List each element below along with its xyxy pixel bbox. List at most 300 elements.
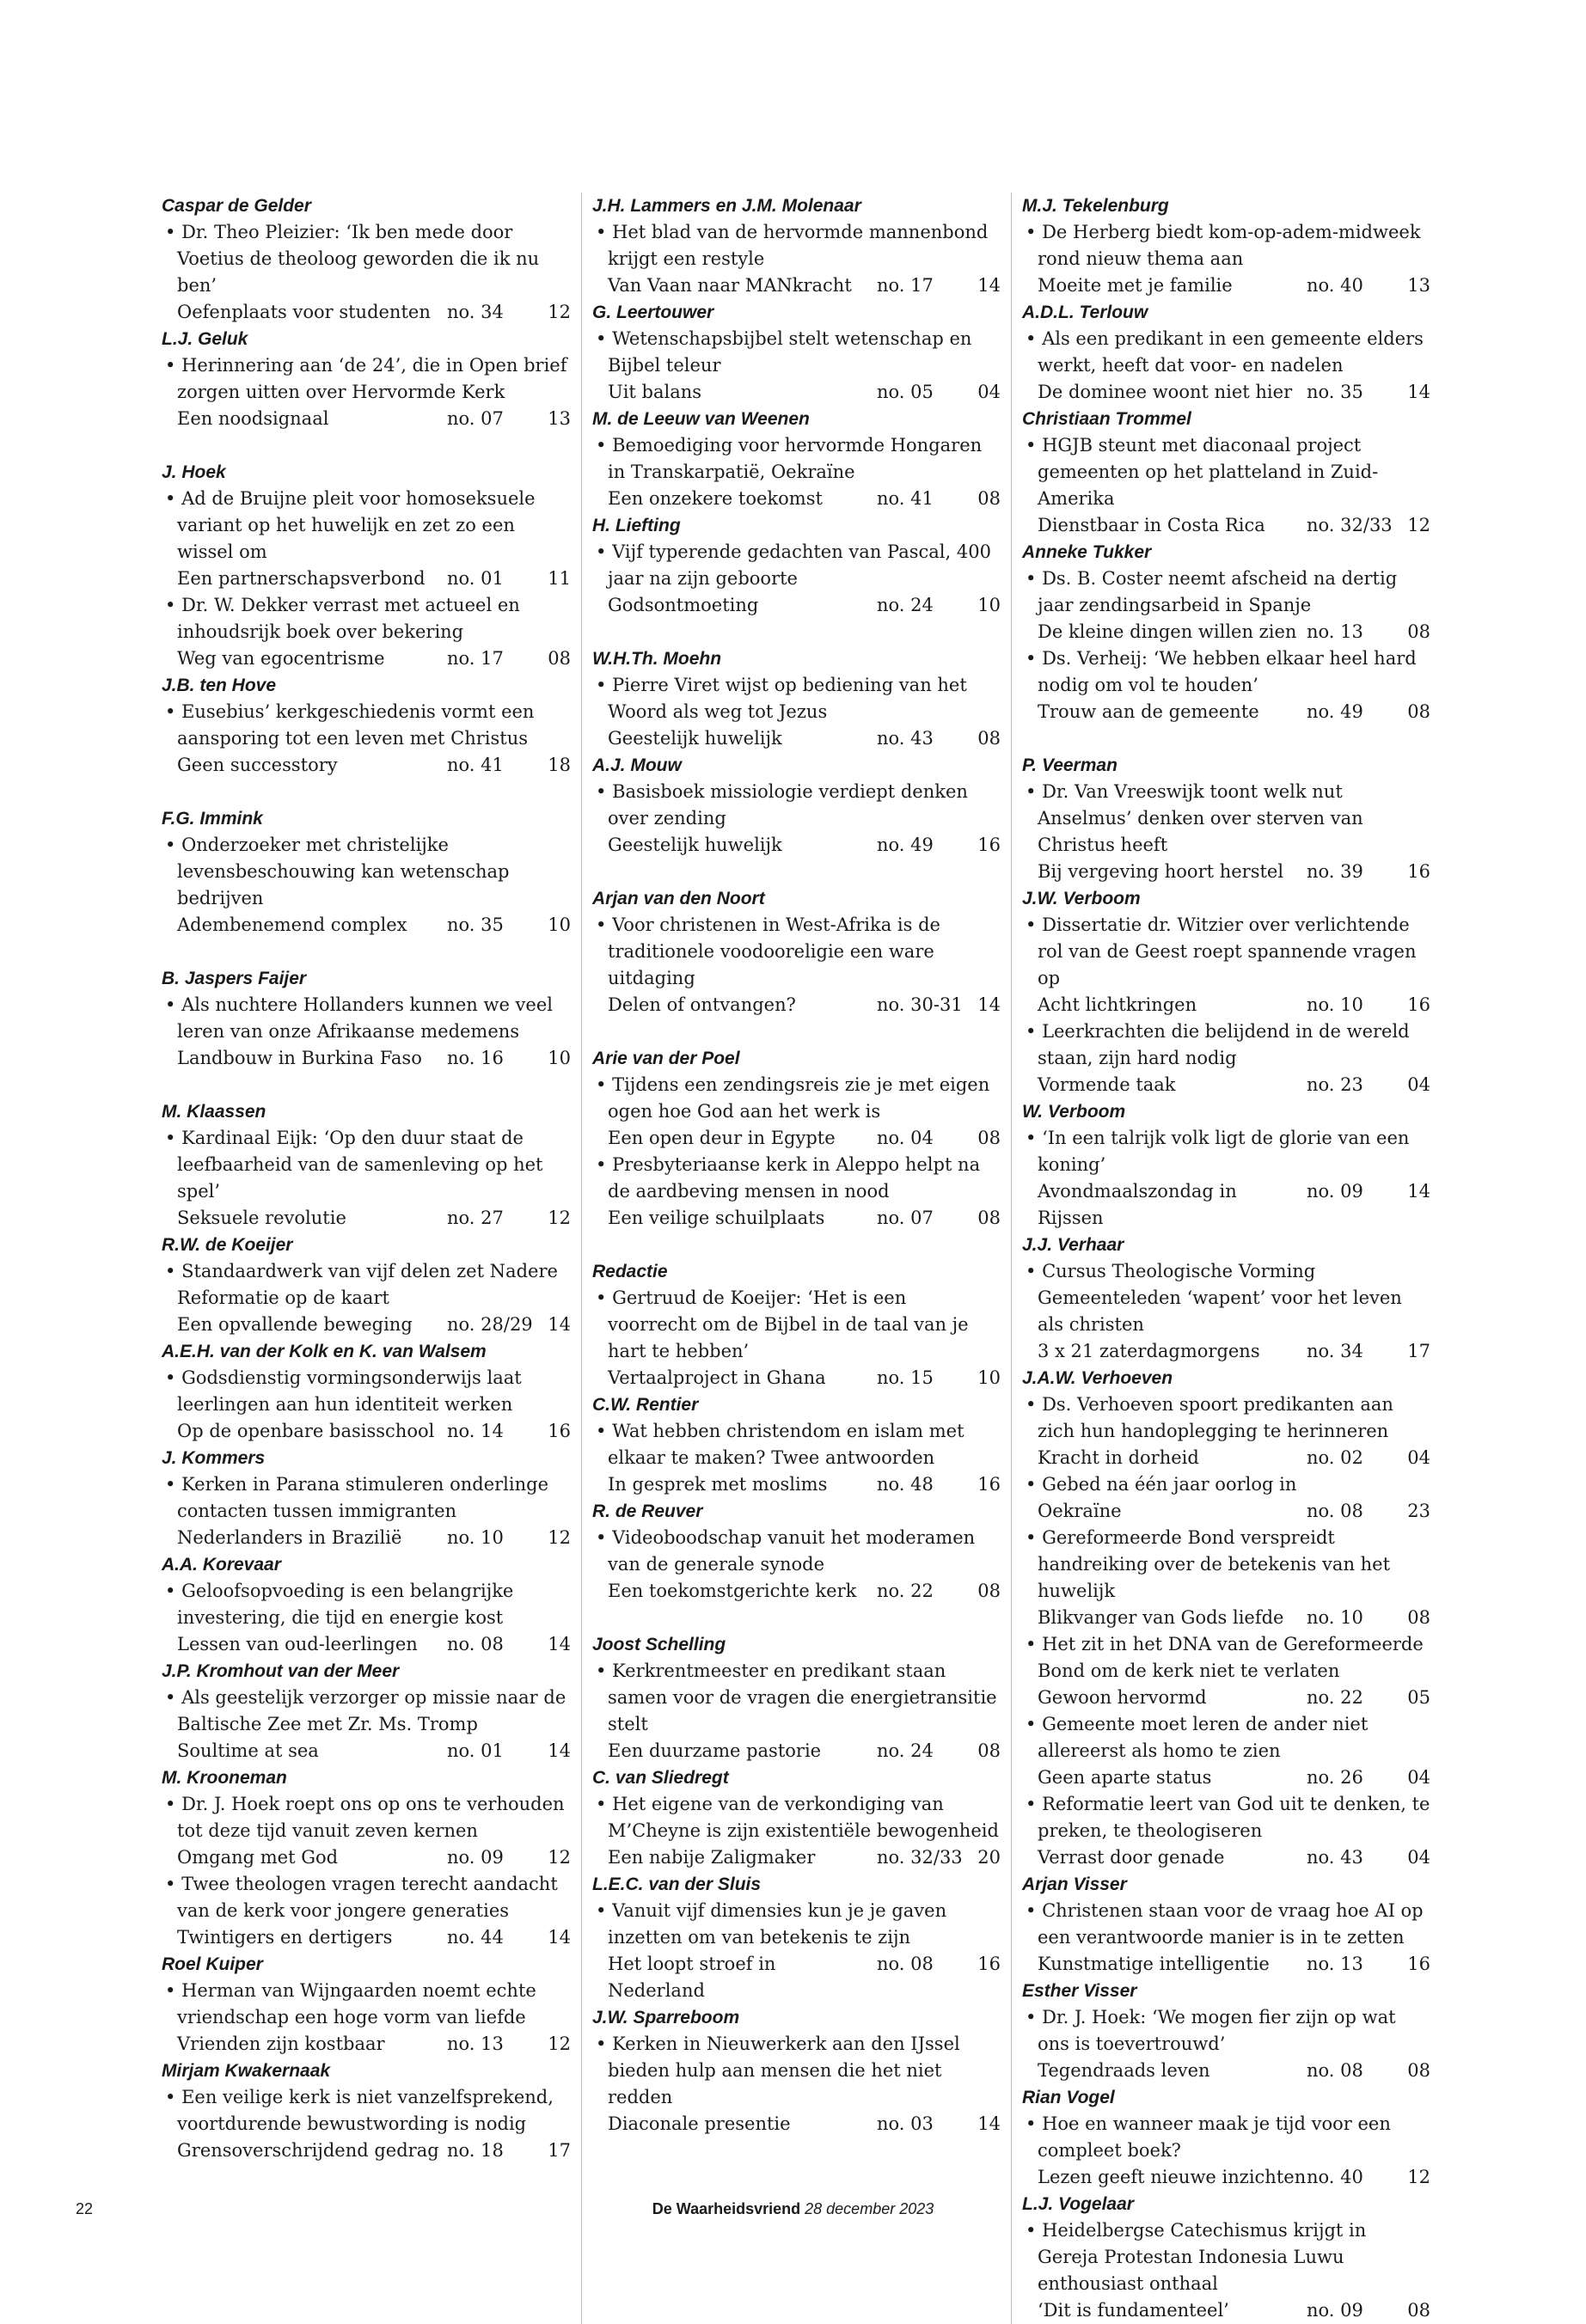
issue-number: no. 13 bbox=[1307, 1954, 1363, 1974]
article-reference bbox=[1022, 859, 1430, 885]
issue-number: no. 10 bbox=[1307, 994, 1363, 1015]
page-ref: 08 bbox=[977, 1128, 1001, 1148]
article-entry bbox=[1022, 2111, 1430, 2191]
article-reference bbox=[1022, 1178, 1430, 1232]
article-entry bbox=[1022, 912, 1430, 1018]
article-description: • Reformatie leert van God uit te denken, te preken, te theologiseren bbox=[1022, 1791, 1430, 1844]
page-number: 22 bbox=[76, 2200, 94, 2217]
article-title: Geen successtory bbox=[177, 755, 338, 775]
article-description: • Als nuchtere Hollanders kunnen we veel leren van onze Afrikaanse medemens bbox=[162, 992, 571, 1045]
article-entry bbox=[162, 1125, 571, 1232]
article-title: Godsontmoeting bbox=[608, 595, 759, 615]
article-reference bbox=[1022, 1764, 1430, 1791]
issue-number: no. 07 bbox=[877, 1208, 934, 1228]
issue-number: no. 30-31 bbox=[877, 994, 963, 1015]
issue-number: no. 43 bbox=[1307, 1847, 1363, 1868]
page-ref: 14 bbox=[548, 1634, 571, 1654]
article-entry bbox=[162, 2084, 571, 2164]
article-title: Soultime at sea bbox=[177, 1740, 319, 1761]
article-description: • Dissertatie dr. Witzier over verlichtende rol van de Geest roept spannende vragen op bbox=[1022, 912, 1430, 992]
article-entry bbox=[592, 219, 1001, 299]
page-ref: 16 bbox=[1407, 1954, 1430, 1974]
page-ref: 16 bbox=[977, 1474, 1001, 1495]
issue-number: no. 01 bbox=[447, 1740, 504, 1761]
article-entry bbox=[1022, 1471, 1430, 1525]
article-description: • Het zit in het DNA van de Gereformeerde Bond om de kerk niet te verlaten bbox=[1022, 1631, 1430, 1685]
author-name: C.W. Rentier bbox=[592, 1395, 699, 1415]
issue-number: no. 24 bbox=[877, 595, 934, 615]
author-name: J.B. ten Hove bbox=[162, 676, 277, 695]
article-reference bbox=[1022, 1844, 1430, 1871]
article-description: • Dr. J. Hoek: ‘We mogen fier zijn op wat ons is toevertrouwd’ bbox=[1022, 2004, 1430, 2058]
article-entry bbox=[162, 486, 571, 592]
author-name: Redactie bbox=[592, 1262, 668, 1281]
article-entry bbox=[592, 1658, 1001, 1764]
article-title: Een toekomstgerichte kerk bbox=[608, 1581, 857, 1601]
page-ref: 08 bbox=[977, 728, 1001, 749]
page-ref: 14 bbox=[977, 275, 1001, 296]
article-entry bbox=[1022, 1525, 1430, 1631]
article-description: • Wat hebben christendom en islam met elkaar te maken? Twee antwoorden bbox=[592, 1418, 1001, 1471]
article-entry bbox=[592, 1791, 1001, 1871]
article-entry bbox=[1022, 1631, 1430, 1711]
article-reference bbox=[1022, 379, 1430, 406]
article-reference bbox=[1022, 2164, 1430, 2191]
article-reference bbox=[162, 2031, 571, 2058]
article-entry bbox=[162, 1365, 571, 1445]
author-name: L.E.C. van der Sluis bbox=[592, 1874, 762, 1894]
article-description: • Kerken in Nieuwerkerk aan den IJssel bieden hulp aan mensen die het niet redden bbox=[592, 2031, 1001, 2111]
article-reference bbox=[1022, 1445, 1430, 1471]
issue-number: no. 40 bbox=[1307, 275, 1363, 296]
article-reference bbox=[1022, 1072, 1430, 1098]
article-description: • Gemeente moet leren de ander niet allereerst als homo te zien bbox=[1022, 1711, 1430, 1764]
article-reference bbox=[162, 912, 571, 939]
author-name: J. Hoek bbox=[162, 462, 226, 482]
article-reference bbox=[1022, 512, 1430, 539]
article-reference bbox=[1022, 1498, 1430, 1525]
article-description: • Standaardwerk van vijf delen zet Nadere Reformatie op de kaart bbox=[162, 1258, 571, 1312]
page-ref: 16 bbox=[977, 1954, 1001, 1974]
article-title: Bij vergeving hoort herstel bbox=[1038, 861, 1284, 882]
article-entry bbox=[162, 1791, 571, 1871]
author-name: M. Krooneman bbox=[162, 1768, 287, 1788]
article-title: Een open deur in Egypte bbox=[608, 1128, 836, 1148]
article-entry bbox=[1022, 779, 1430, 885]
page-ref: 10 bbox=[548, 914, 571, 935]
article-description: • Een veilige kerk is niet vanzelfsprekend, voortdurende bewustwording is nodig bbox=[162, 2084, 571, 2137]
author-name: Mirjam Kwakernaak bbox=[162, 2061, 331, 2081]
author-name: Arjan Visser bbox=[1022, 1874, 1127, 1894]
issue-number: no. 32/33 bbox=[877, 1847, 963, 1868]
page-ref: 05 bbox=[1407, 1687, 1430, 1708]
article-reference bbox=[162, 1045, 571, 1072]
article-description: • Kardinaal Eijk: ‘Op den duur staat de leefbaarheid van de samenleving op het spel’ bbox=[162, 1125, 571, 1205]
author-name: C. van Sliedregt bbox=[592, 1768, 729, 1788]
page-ref: 04 bbox=[1407, 1447, 1430, 1468]
article-reference bbox=[162, 1844, 571, 1871]
issue-number: no. 07 bbox=[447, 408, 504, 429]
page-ref: 13 bbox=[1407, 275, 1430, 296]
issue-number: no. 48 bbox=[877, 1474, 934, 1495]
article-reference bbox=[592, 725, 1001, 752]
issue-number: no. 09 bbox=[1307, 2300, 1363, 2321]
publication-line bbox=[76, 2200, 1510, 2218]
article-reference bbox=[1022, 992, 1430, 1018]
article-entry bbox=[592, 1418, 1001, 1498]
issue-number: no. 44 bbox=[447, 1927, 504, 1948]
article-title: Twintigers en dertigers bbox=[177, 1927, 393, 1948]
author-name: Christiaan Trommel bbox=[1022, 409, 1191, 429]
article-description: • Twee theologen vragen terecht aandacht van de kerk voor jongere generaties bbox=[162, 1871, 571, 1924]
page-ref: 04 bbox=[977, 382, 1001, 402]
article-entry bbox=[162, 592, 571, 672]
article-reference bbox=[1022, 619, 1430, 645]
article-entry bbox=[592, 2031, 1001, 2137]
issue-number: no. 22 bbox=[877, 1581, 934, 1601]
author-name: P. Veerman bbox=[1022, 755, 1118, 775]
issue-number: no. 08 bbox=[1307, 2060, 1363, 2081]
article-reference bbox=[592, 1125, 1001, 1152]
page-ref: 14 bbox=[548, 1314, 571, 1335]
article-description: • Onderzoeker met christelijke levensbeschouwing kan wetenschap bedrijven bbox=[162, 832, 571, 912]
article-reference bbox=[592, 486, 1001, 512]
article-reference bbox=[1022, 1951, 1430, 1978]
issue-number: no. 01 bbox=[447, 568, 504, 589]
article-description: • Ad de Bruijne pleit voor homoseksuele variant op het huwelijk en zet zo een wissel om bbox=[162, 486, 571, 566]
article-reference bbox=[162, 566, 571, 592]
article-title: Een veilige schuilplaats bbox=[608, 1208, 825, 1228]
page-ref: 08 bbox=[1407, 2060, 1430, 2081]
article-description: • Het blad van de hervormde mannenbond krijgt een restyle bbox=[592, 219, 1001, 272]
issue-number: no. 39 bbox=[1307, 861, 1363, 882]
article-description: • Hoe en wanneer maak je tijd voor een compleet boek? bbox=[1022, 2111, 1430, 2164]
issue-number: no. 35 bbox=[1307, 382, 1363, 402]
page-ref: 08 bbox=[977, 1208, 1001, 1228]
article-reference bbox=[162, 2137, 571, 2164]
author-name: A.A. Korevaar bbox=[162, 1555, 281, 1575]
article-description: • Dr. Theo Pleizier: ‘Ik ben mede door Voetius de theoloog geworden die ik nu ben’ bbox=[162, 219, 571, 299]
page-ref: 10 bbox=[977, 1367, 1001, 1388]
article-description: • HGJB steunt met diaconaal project gemeenten op het platteland in Zuid-Amerika bbox=[1022, 432, 1430, 512]
article-description: • Pierre Viret wijst op bediening van het Woord als weg tot Jezus bbox=[592, 672, 1001, 725]
article-description: • Dr. J. Hoek roept ons op ons te verhouden tot deze tijd vanuit zeven kernen bbox=[162, 1791, 571, 1844]
article-description: • Ds. B. Coster neemt afscheid na dertig jaar zendingsarbeid in Spanje bbox=[1022, 566, 1430, 619]
issue-number: no. 15 bbox=[877, 1367, 934, 1388]
article-entry bbox=[592, 1525, 1001, 1605]
article-reference bbox=[592, 1738, 1001, 1764]
article-entry bbox=[1022, 326, 1430, 406]
article-description: • Als geestelijk verzorger op missie naar de Baltische Zee met Zr. Ms. Tromp bbox=[162, 1685, 571, 1738]
author-name: H. Liefting bbox=[592, 516, 681, 535]
article-title: Een nabije Zaligmaker bbox=[608, 1847, 816, 1868]
author-name: Esther Visser bbox=[1022, 1981, 1137, 2001]
article-reference bbox=[592, 592, 1001, 619]
author-name: M. de Leeuw van Weenen bbox=[592, 409, 810, 429]
page-ref: 04 bbox=[1407, 1074, 1430, 1095]
article-description: • Gebed na één jaar oorlog in bbox=[1022, 1471, 1430, 1498]
article-reference bbox=[592, 1578, 1001, 1605]
article-entry bbox=[592, 1152, 1001, 1232]
issue-number: no. 13 bbox=[1307, 621, 1363, 642]
article-reference bbox=[1022, 1685, 1430, 1711]
article-description: • Kerkrentmeester en predikant staan samen voor de vragen die energietransitie stelt bbox=[592, 1658, 1001, 1738]
article-reference bbox=[1022, 699, 1430, 725]
article-entry bbox=[592, 432, 1001, 512]
article-reference bbox=[592, 992, 1001, 1018]
author-name: Arie van der Poel bbox=[592, 1049, 740, 1068]
article-entry bbox=[592, 326, 1001, 406]
article-description: • Leerkrachten die belijdend in de wereld staan, zijn hard nodig bbox=[1022, 1018, 1430, 1072]
article-title: Lessen van oud-leerlingen bbox=[177, 1634, 418, 1654]
article-entry bbox=[162, 1871, 571, 1951]
article-reference bbox=[162, 645, 571, 672]
article-title: 3 x 21 zaterdagmorgens bbox=[1038, 1341, 1260, 1361]
article-reference bbox=[1022, 1338, 1430, 1365]
page-ref: 08 bbox=[1407, 1607, 1430, 1628]
page-ref: 10 bbox=[977, 595, 1001, 615]
issue-number: no. 09 bbox=[447, 1847, 504, 1868]
article-entry bbox=[162, 352, 571, 432]
author-name: L.J. Geluk bbox=[162, 329, 248, 349]
issue-number: no. 23 bbox=[1307, 1074, 1363, 1095]
issue-number: no. 35 bbox=[447, 914, 504, 935]
page-ref: 12 bbox=[548, 1527, 571, 1548]
page-ref: 16 bbox=[548, 1421, 571, 1441]
article-title: Een noodsignaal bbox=[177, 408, 329, 429]
article-reference bbox=[1022, 1605, 1430, 1631]
article-reference bbox=[162, 752, 571, 779]
article-description: • Cursus Theologische Vorming Gemeenteleden ‘wapent’ voor het leven als christen bbox=[1022, 1258, 1430, 1338]
article-description: • Vijf typerende gedachten van Pascal, 400 jaar na zijn geboorte bbox=[592, 539, 1001, 592]
article-title: Een duurzame pastorie bbox=[608, 1740, 822, 1761]
article-reference bbox=[592, 1844, 1001, 1871]
article-title: In gesprek met moslims bbox=[608, 1474, 828, 1495]
article-title: Delen of ontvangen? bbox=[608, 994, 796, 1015]
page-ref: 13 bbox=[548, 408, 571, 429]
issue-number: no. 49 bbox=[1307, 701, 1363, 722]
article-title: Moeite met je familie bbox=[1038, 275, 1233, 296]
article-description: • Christenen staan voor de vraag hoe AI op een verantwoorde manier is in te zetten bbox=[1022, 1898, 1430, 1951]
article-title: Uit balans bbox=[608, 382, 702, 402]
article-entry bbox=[1022, 432, 1430, 539]
author-name: J.H. Lammers en J.M. Molenaar bbox=[592, 196, 861, 216]
issue-number: no. 08 bbox=[447, 1634, 504, 1654]
page-ref: 04 bbox=[1407, 1847, 1430, 1868]
article-entry bbox=[592, 539, 1001, 619]
article-description: • Als een predikant in een gemeente elders werkt, heeft dat voor- en nadelen bbox=[1022, 326, 1430, 379]
issue-number: no. 17 bbox=[447, 648, 504, 669]
author-name: W.H.Th. Moehn bbox=[592, 649, 722, 669]
column-1 bbox=[151, 193, 581, 2324]
article-entry bbox=[162, 1471, 571, 1551]
article-title: Diaconale presentie bbox=[608, 2113, 791, 2134]
page-ref: 16 bbox=[1407, 994, 1430, 1015]
article-description: • Herman van Wijngaarden noemt echte vriendschap een hoge vorm van liefde bbox=[162, 1978, 571, 2031]
article-entry bbox=[592, 912, 1001, 1018]
article-entry bbox=[1022, 1125, 1430, 1232]
article-title: Trouw aan de gemeente bbox=[1038, 701, 1259, 722]
article-reference bbox=[162, 1631, 571, 1658]
page-ref: 11 bbox=[548, 568, 571, 589]
article-title: Geestelijk huwelijk bbox=[608, 835, 782, 855]
article-entry bbox=[162, 699, 571, 779]
page-ref: 14 bbox=[1407, 382, 1430, 402]
page-ref: 17 bbox=[548, 2140, 571, 2161]
page-ref: 12 bbox=[548, 2034, 571, 2054]
article-title: Van Vaan naar MANkracht bbox=[608, 275, 852, 296]
page-ref: 14 bbox=[548, 1927, 571, 1948]
author-name: R. de Reuver bbox=[592, 1501, 703, 1521]
issue-number: no. 41 bbox=[447, 755, 504, 775]
page-ref: 14 bbox=[977, 994, 1001, 1015]
article-title: Kunstmatige intelligentie bbox=[1038, 1954, 1270, 1974]
article-reference bbox=[592, 379, 1001, 406]
article-description: • Ds. Verheij: ‘We hebben elkaar heel hard nodig om vol te houden’ bbox=[1022, 645, 1430, 699]
article-description: • Gereformeerde Bond verspreidt handreiking over de betekenis van het huwelijk bbox=[1022, 1525, 1430, 1605]
page-ref: 08 bbox=[1407, 701, 1430, 722]
issue-number: no. 08 bbox=[877, 1954, 934, 1974]
page-ref: 08 bbox=[977, 1581, 1001, 1601]
article-description: • Gertruud de Koeijer: ‘Het is een voorrecht om de Bijbel in de taal van je hart te hebben’ bbox=[592, 1285, 1001, 1365]
article-reference bbox=[162, 1738, 571, 1764]
page-ref: 10 bbox=[548, 1048, 571, 1068]
page-ref: 17 bbox=[1407, 1341, 1430, 1361]
article-title: Een partnerschapsverbond bbox=[177, 568, 426, 589]
article-description: • De Herberg biedt kom-op-adem-midweek rond nieuw thema aan bbox=[1022, 219, 1430, 272]
article-reference bbox=[592, 1471, 1001, 1498]
page-ref: 14 bbox=[1407, 1181, 1430, 1202]
article-title: Vormende taak bbox=[1038, 1074, 1176, 1095]
article-title: Een onzekere toekomst bbox=[608, 488, 823, 509]
issue-number: no. 34 bbox=[447, 302, 504, 322]
article-title: Geen aparte status bbox=[1038, 1767, 1212, 1788]
article-description: • Voor christenen in West-Afrika is de traditionele voodooreligie een ware uitdaging bbox=[592, 912, 1001, 992]
article-description: • Heidelbergse Catechismus krijgt in Gereja Protestan Indonesia Luwu enthousiast onthaal bbox=[1022, 2217, 1430, 2297]
article-entry bbox=[162, 219, 571, 326]
issue-number: no. 04 bbox=[877, 1128, 934, 1148]
page-ref: 12 bbox=[548, 302, 571, 322]
issue-number: no. 05 bbox=[877, 382, 934, 402]
author-name: Roel Kuiper bbox=[162, 1954, 263, 1974]
author-name: J.P. Kromhout van der Meer bbox=[162, 1661, 400, 1681]
author-name: J.J. Verhaar bbox=[1022, 1235, 1124, 1255]
article-entry bbox=[1022, 1711, 1430, 1791]
article-entry bbox=[592, 1898, 1001, 2004]
article-entry bbox=[1022, 2217, 1430, 2324]
author-name: W. Verboom bbox=[1022, 1102, 1126, 1122]
page-ref: 20 bbox=[977, 1847, 1001, 1868]
author-name: Rian Vogel bbox=[1022, 2088, 1115, 2107]
page-ref: 12 bbox=[548, 1208, 571, 1228]
issue-number: no. 40 bbox=[1307, 2167, 1363, 2187]
article-title: Geestelijk huwelijk bbox=[608, 728, 782, 749]
article-title: Acht lichtkringen bbox=[1038, 994, 1197, 1015]
article-title: Oefenplaats voor studenten bbox=[177, 302, 431, 322]
article-reference bbox=[1022, 272, 1430, 299]
page-ref: 12 bbox=[1407, 2167, 1430, 2187]
issue-number: no. 34 bbox=[1307, 1341, 1363, 1361]
article-description: • Dr. W. Dekker verrast met actueel en inhoudsrijk boek over bekering bbox=[162, 592, 571, 645]
publication-name: De Waarheidsvriend bbox=[652, 2200, 801, 2217]
index-columns bbox=[151, 193, 1441, 2324]
article-reference bbox=[162, 1924, 571, 1951]
article-reference bbox=[162, 1525, 571, 1551]
article-title: Verrast door genade bbox=[1038, 1847, 1225, 1868]
publication-date: 28 december 2023 bbox=[805, 2200, 934, 2217]
article-title: Dienstbaar in Costa Rica bbox=[1038, 515, 1265, 535]
issue-number: no. 14 bbox=[447, 1421, 504, 1441]
issue-number: no. 10 bbox=[447, 1527, 504, 1548]
issue-number: no. 49 bbox=[877, 835, 934, 855]
article-description: • Dr. Van Vreeswijk toont welk nut Anselmus’ denken over sterven van Christus heeft bbox=[1022, 779, 1430, 859]
article-description: • Videoboodschap vanuit het moderamen van de generale synode bbox=[592, 1525, 1001, 1578]
article-reference bbox=[1022, 2058, 1430, 2084]
article-description: • ‘In een talrijk volk ligt de glorie van een koning’ bbox=[1022, 1125, 1430, 1178]
author-name: M. Klaassen bbox=[162, 1102, 266, 1122]
issue-number: no. 24 bbox=[877, 1740, 934, 1761]
article-title: Kracht in dorheid bbox=[1038, 1447, 1199, 1468]
issue-number: no. 03 bbox=[877, 2113, 934, 2134]
article-description: • Vanuit vijf dimensies kun je je gaven inzetten om van betekenis te zijn bbox=[592, 1898, 1001, 1951]
article-description: • Herinnering aan ‘de 24’, die in Open brief zorgen uitten over Hervormde Kerk bbox=[162, 352, 571, 406]
article-description: • Tijdens een zendingsreis zie je met eigen ogen hoe God aan het werk is bbox=[592, 1072, 1001, 1125]
page-ref: 12 bbox=[1407, 515, 1430, 535]
article-entry bbox=[162, 832, 571, 939]
article-reference bbox=[592, 2111, 1001, 2137]
issue-number: no. 22 bbox=[1307, 1687, 1363, 1708]
article-description: • Ds. Verhoeven spoort predikanten aan zich hun handoplegging te herinneren bbox=[1022, 1391, 1430, 1445]
author-name: R.W. de Koeijer bbox=[162, 1235, 293, 1255]
author-name: Anneke Tukker bbox=[1022, 542, 1152, 562]
issue-number: no. 08 bbox=[1307, 1501, 1363, 1521]
page-ref: 12 bbox=[548, 1847, 571, 1868]
article-description: • Eusebius’ kerkgeschiedenis vormt een aansporing tot een leven met Christus bbox=[162, 699, 571, 752]
article-reference bbox=[592, 832, 1001, 859]
article-description: • Wetenschapsbijbel stelt wetenschap en Bijbel teleur bbox=[592, 326, 1001, 379]
page-ref: 23 bbox=[1407, 1501, 1430, 1521]
page-ref: 16 bbox=[977, 835, 1001, 855]
article-entry bbox=[1022, 1791, 1430, 1871]
page-ref: 08 bbox=[1407, 2300, 1430, 2321]
page-ref: 16 bbox=[1407, 861, 1430, 882]
article-entry bbox=[1022, 1898, 1430, 1978]
article-title: Op de openbare basisschool bbox=[177, 1421, 435, 1441]
author-name: A.D.L. Terlouw bbox=[1022, 303, 1148, 322]
issue-number: no. 10 bbox=[1307, 1607, 1363, 1628]
article-entry bbox=[592, 1072, 1001, 1152]
article-reference bbox=[592, 1951, 1001, 2004]
article-title: De kleine dingen willen zien bbox=[1038, 621, 1297, 642]
issue-number: no. 26 bbox=[1307, 1767, 1363, 1788]
article-title: Oekraïne bbox=[1038, 1501, 1122, 1521]
article-reference bbox=[592, 1205, 1001, 1232]
article-entry bbox=[162, 1685, 571, 1764]
author-name: A.J. Mouw bbox=[592, 755, 682, 775]
article-entry bbox=[1022, 2004, 1430, 2084]
article-entry bbox=[1022, 1018, 1430, 1098]
column-3 bbox=[1011, 193, 1441, 2324]
article-title: Vertaalproject in Ghana bbox=[608, 1367, 826, 1388]
author-name: A.E.H. van der Kolk en K. van Walsem bbox=[162, 1342, 487, 1361]
article-description: • Basisboek missiologie verdiept denken over zending bbox=[592, 779, 1001, 832]
article-title: Grensoverschrijdend gedrag bbox=[177, 2140, 439, 2161]
article-description: • Godsdienstig vormingsonderwijs laat leerlingen aan hun identiteit werken bbox=[162, 1365, 571, 1418]
page-ref: 08 bbox=[1407, 621, 1430, 642]
article-title: Een opvallende beweging bbox=[177, 1314, 413, 1335]
article-title: Tegendraads leven bbox=[1038, 2060, 1210, 2081]
article-title: Lezen geeft nieuwe inzichten bbox=[1038, 2167, 1307, 2187]
